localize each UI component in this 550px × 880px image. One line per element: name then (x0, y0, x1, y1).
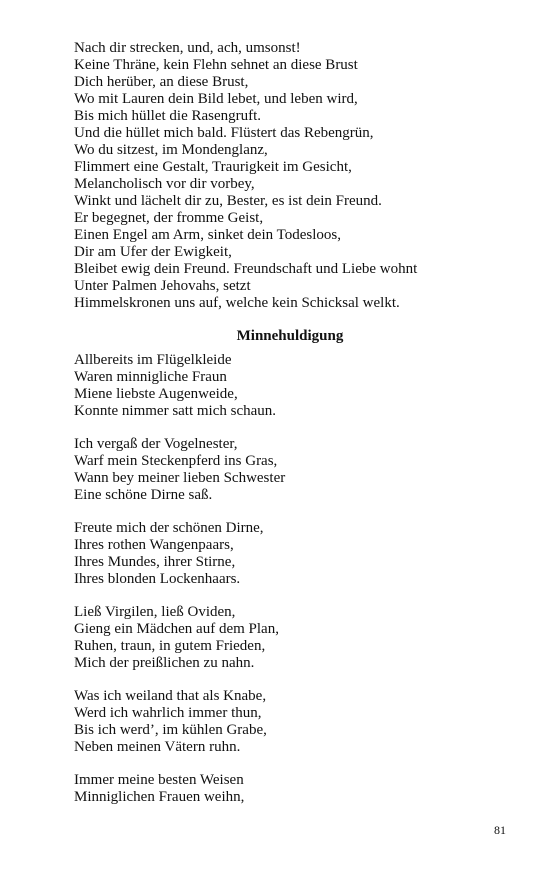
poem-continuation (74, 40, 494, 312)
verse-line: Unter Palmen Jehovahs, setzt (74, 278, 251, 294)
verse-line: Minniglichen Frauen weihn, (74, 789, 245, 805)
verse-line: Himmelskronen uns auf, welche kein Schicksal welkt. (74, 295, 400, 311)
verse-line: Werd ich wahrlich immer thun, (74, 705, 262, 721)
verse-line: Bis mich hüllet die Rasengruft. (74, 108, 262, 124)
verse-line: Ihres rothen Wangenpaars, (74, 537, 234, 553)
verse-line: Dir am Ufer der Ewigkeit, (74, 244, 232, 260)
verse-line: Waren minnigliche Fraun (74, 369, 227, 385)
verse-line: Ihres Mundes, ihrer Stirne, (74, 554, 236, 570)
stanza (74, 688, 494, 756)
verse-line: Allbereits im Flügelkleide (74, 352, 232, 368)
verse-line: Ich vergaß der Vogelnester, (74, 436, 238, 452)
verse-line: Er begegnet, der fromme Geist, (74, 210, 264, 226)
stanza (74, 352, 494, 420)
verse-line: Ruhen, traun, in gutem Frieden, (74, 638, 266, 654)
verse-line: Was ich weiland that als Knabe, (74, 688, 267, 704)
verse-line: Dich herüber, an diese Brust, (74, 74, 249, 90)
verse-line: Einen Engel am Arm, sinket dein Todesloos, (74, 227, 341, 243)
verse-line: Immer meine besten Weisen (74, 772, 244, 788)
verse-line: Bleibet ewig dein Freund. Freundschaft und Liebe wohnt (74, 261, 418, 277)
verse-line: Keine Thräne, kein Flehn sehnet an diese Brust (74, 57, 358, 73)
verse-line: Bis ich werd’, im kühlen Grabe, (74, 722, 267, 738)
verse-line: Mich der preißlichen zu nahn. (74, 655, 255, 671)
verse-line: Neben meinen Vätern ruhn. (74, 739, 241, 755)
stanza (74, 520, 494, 588)
verse-line: Ließ Virgilen, ließ Oviden, (74, 604, 236, 620)
verse-line: Winkt und lächelt dir zu, Bester, es ist dein Freund. (74, 193, 382, 209)
verse-line: Wo du sitzest, im Mondenglanz, (74, 142, 268, 158)
verse-line: Freute mich der schönen Dirne, (74, 520, 264, 536)
page-number: 81 (494, 823, 506, 837)
poem-title: Minnehuldigung (236, 328, 344, 344)
text-column (74, 40, 494, 822)
verse-line: Und die hüllet mich bald. Flüstert das Rebengrün, (74, 125, 374, 141)
verse-line: Nach dir strecken, und, ach, umsonst! (74, 40, 301, 56)
verse-line: Warf mein Steckenpferd ins Gras, (74, 453, 278, 469)
verse-line: Eine schöne Dirne saß. (74, 487, 213, 503)
verse-line: Flimmert eine Gestalt, Traurigkeit im Gesicht, (74, 159, 352, 175)
verse-line: Konnte nimmer satt mich schaun. (74, 403, 277, 419)
stanza (74, 436, 494, 504)
verse-line: Miene liebste Augenweide, (74, 386, 238, 402)
verse-line: Gieng ein Mädchen auf dem Plan, (74, 621, 279, 637)
verse-line: Wann bey meiner lieben Schwester (74, 470, 286, 486)
verse-line: Melancholisch vor dir vorbey, (74, 176, 255, 192)
stanza (74, 604, 494, 672)
stanza (74, 772, 494, 806)
verse-line: Wo mit Lauren dein Bild lebet, und leben wird, (74, 91, 358, 107)
verse-line: Ihres blonden Lockenhaars. (74, 571, 241, 587)
